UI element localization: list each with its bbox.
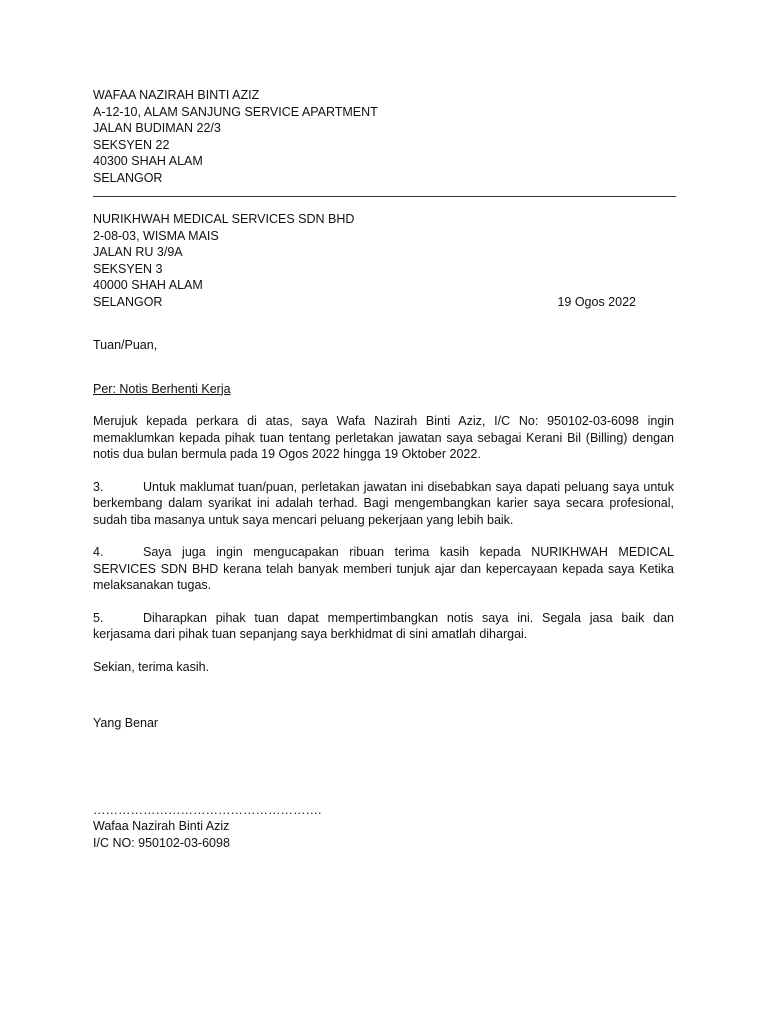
signatory-name: Wafaa Nazirah Binti Aziz — [93, 819, 230, 833]
recipient-address-line: SEKSYEN 3 — [93, 261, 163, 276]
header-divider — [93, 196, 676, 197]
paragraph-text: Merujuk kepada perkara di atas, saya Wafa Nazirah Binti Aziz, I/C No: 950102-03-6098 ingin memaklumkan kepada pihak tuan tentang perletakan jawatan saya sebagai Kerani Bil (Billing) dengan notis dua bulan bermula pada 19 Ogos 2022 hingga 19 Oktober 2022. — [93, 414, 674, 461]
recipient-address — [93, 211, 674, 310]
sender-address-line: JALAN BUDIMAN 22/3 — [93, 121, 221, 135]
sender-address-line: SELANGOR — [93, 170, 163, 185]
closing-remark: Sekian, terima kasih. — [93, 659, 210, 674]
paragraph-text: Saya juga ingin mengucapakan ribuan terima kasih kepada NURIKHWAH MEDICAL SERVICES SDN BHD kerana telah banyak memberi tunjuk ajar dan kepercayaan kepada saya Ketika melaksanakan tugas. — [93, 545, 674, 592]
sender-address — [93, 87, 674, 186]
recipient-address-line: 40000 SHAH ALAM — [93, 278, 203, 292]
paragraph-number: 5. — [93, 610, 104, 625]
body-paragraph-3 — [93, 479, 674, 529]
signature-line: ………………………………………………. — [93, 802, 322, 817]
sender-name: WAFAA NAZIRAH BINTI AZIZ — [93, 88, 260, 102]
recipient-address-line: SELANGOR — [93, 294, 163, 309]
recipient-address-line: JALAN RU 3/9A — [93, 245, 183, 259]
body-paragraph-intro — [93, 413, 674, 463]
sign-off: Yang Benar — [93, 716, 159, 730]
paragraph-number: 4. — [93, 545, 104, 559]
recipient-name: NURIKHWAH MEDICAL SERVICES SDN BHD — [93, 212, 355, 226]
recipient-address-line: 2-08-03, WISMA MAIS — [93, 228, 219, 243]
paragraph-text: Untuk maklumat tuan/puan, perletakan jawatan ini disebabkan saya dapati peluang saya untuk berkembang dalam syarikat ini adalah terhad. Bagi mengembangkan karier saya secara profesional, sudah tiba masanya untuk saya mencari peluang pekerjaan yang lebih baik. — [93, 479, 674, 527]
salutation: Tuan/Puan, — [93, 338, 158, 352]
signatory-ic-number: I/C NO: 950102-03-6098 — [93, 835, 230, 850]
sender-address-line: SEKSYEN 22 — [93, 137, 170, 152]
paragraph-number: 3. — [93, 479, 104, 494]
letter-page — [93, 87, 674, 851]
paragraph-text: Diharapkan pihak tuan dapat mempertimbangkan notis saya ini. Segala jasa baik dan kerjasama dari pihak tuan sepanjang saya berkhidmat di sini amatlah dihargai. — [93, 610, 674, 641]
body-paragraph-4 — [93, 544, 674, 594]
sender-address-line: A-12-10, ALAM SANJUNG SERVICE APARTMENT — [93, 104, 378, 119]
letter-date: 19 Ogos 2022 — [557, 294, 636, 309]
body-paragraph-5 — [93, 610, 674, 643]
letter-subject: Per: Notis Berhenti Kerja — [93, 381, 231, 396]
sender-address-line: 40300 SHAH ALAM — [93, 154, 203, 168]
